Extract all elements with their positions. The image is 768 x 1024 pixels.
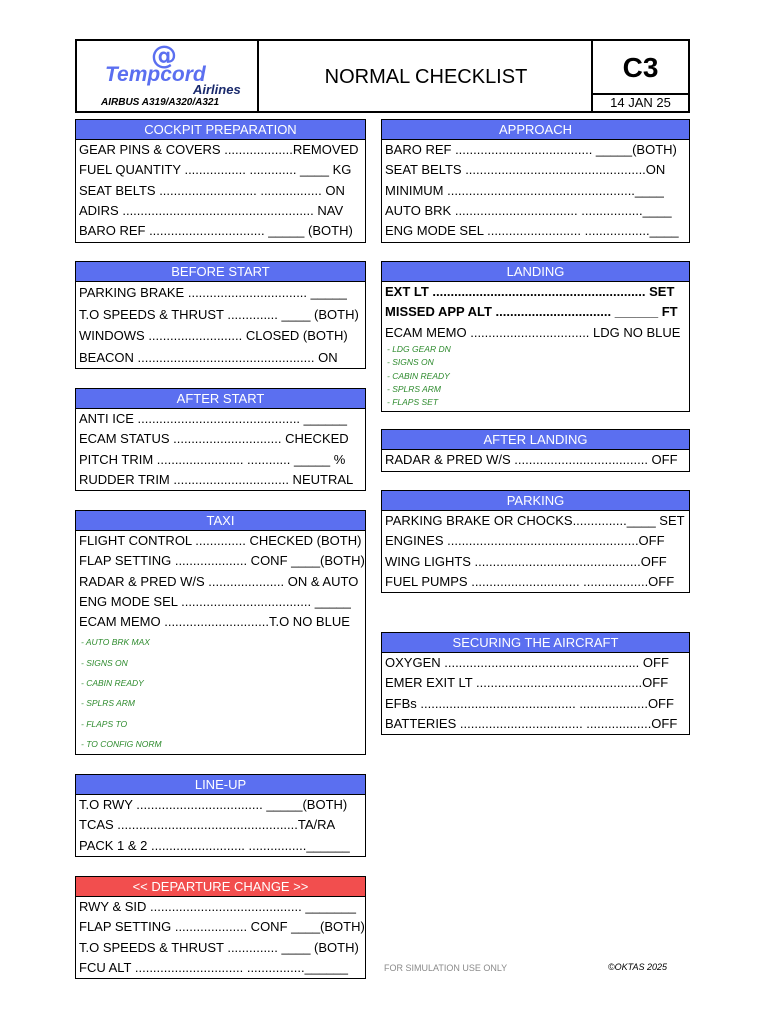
section-title: APPROACH <box>382 120 689 140</box>
section-taxi <box>75 510 366 755</box>
section-landing <box>381 261 690 412</box>
checklist-note: - SPLRS ARM <box>387 384 442 395</box>
airline-subtitle: Airlines <box>193 82 241 97</box>
checklist-note: - AUTO BRK MAX <box>81 637 150 648</box>
checklist-item: RWY & SID .......................................... _______ <box>79 899 356 914</box>
section-title: BEFORE START <box>76 262 365 282</box>
airline-logo <box>77 41 259 111</box>
checklist-item: ECAM STATUS .............................. CHECKED <box>79 431 349 447</box>
section-title: SECURING THE AIRCRAFT <box>382 633 689 653</box>
checklist-note: - SPLRS ARM <box>81 698 136 709</box>
checklist-item: RADAR & PRED W/S ..................................... OFF <box>385 452 678 467</box>
checklist-item: PACK 1 & 2 .......................... ................______ <box>79 837 350 853</box>
section-title: << DEPARTURE CHANGE >> <box>76 877 365 897</box>
checklist-item: GEAR PINS & COVERS ...................REMOVED <box>79 142 359 157</box>
checklist-item: EXT LT ........................................................... SET <box>385 284 675 299</box>
section-title: PARKING <box>382 491 689 511</box>
section-before-start <box>75 261 366 369</box>
checklist-item: WINDOWS .......................... CLOSED (BOTH) <box>79 328 348 343</box>
section-line-up <box>75 774 366 857</box>
checklist-item: BARO REF ................................ _____ (BOTH) <box>79 223 353 239</box>
section-title: LINE-UP <box>76 775 365 795</box>
checklist-item: T.O SPEEDS & THRUST .............. ____ (BOTH) <box>79 306 359 322</box>
checklist-item: BATTERIES .................................. ..................OFF <box>385 715 678 731</box>
checklist-item: ENGINES .....................................................OFF <box>385 533 665 549</box>
section-title: TAXI <box>76 511 365 531</box>
checklist-item: T.O RWY ................................... _____(BOTH) <box>79 797 348 812</box>
checklist-note: - SIGNS ON <box>387 357 434 368</box>
copyright-notice: ©OKTAS 2025 <box>608 962 667 972</box>
section-approach <box>381 119 690 243</box>
section-title: LANDING <box>382 262 689 282</box>
checklist-item: ADIRS ..................................................... NAV <box>79 202 344 218</box>
checklist-item: PARKING BRAKE ................................. _____ <box>79 285 347 300</box>
checklist-item: ECAM MEMO ................................. LDG NO BLUE <box>385 324 681 340</box>
checklist-note: - CABIN READY <box>387 370 450 381</box>
checklist-item: AUTO BRK .................................. .................____ <box>385 202 672 218</box>
checklist-item: PARKING BRAKE OR CHOCKS...............____ SET <box>385 513 685 528</box>
checklist-item: T.O SPEEDS & THRUST .............. ____ (BOTH) <box>79 939 359 955</box>
checklist-item: ENG MODE SEL .................................... _____ <box>79 593 351 609</box>
document-code: C3 <box>593 41 688 95</box>
checklist-note: - TO CONFIG NORM <box>81 738 162 749</box>
checklist-item: ECAM MEMO .............................T.O NO BLUE <box>79 614 350 630</box>
simulation-disclaimer: FOR SIMULATION USE ONLY <box>384 963 508 973</box>
checklist-item: FLAP SETTING .................... CONF ____(BOTH) <box>79 919 365 935</box>
page-title: NORMAL CHECKLIST <box>324 66 528 88</box>
checklist-item: FLIGHT CONTROL .............. CHECKED (BOTH) <box>79 533 362 548</box>
checklist-item: BEACON ................................................. ON <box>79 349 338 365</box>
checklist-item: SEAT BELTS ..................................................ON <box>385 162 666 178</box>
checklist-item: OXYGEN ...................................................... OFF <box>385 655 669 670</box>
checklist-item: MINIMUM ....................................................____ <box>385 182 664 198</box>
checklist-note: - FLAPS SET <box>387 397 439 408</box>
checklist-item: WING LIGHTS ..............................................OFF <box>385 553 667 569</box>
checklist-item: ANTI ICE ............................................. ______ <box>79 411 348 426</box>
checklist-note: - FLAPS TO <box>81 718 128 729</box>
checklist-item: MISSED APP ALT ................................ ______ FT <box>385 304 678 320</box>
section-parking <box>381 490 690 593</box>
checklist-item: EMER EXIT LT ..............................................OFF <box>385 675 669 691</box>
checklist-item: EFBs ........................................... ...................OFF <box>385 695 674 711</box>
section-securing-the-aircraft <box>381 632 690 735</box>
checklist-item: PITCH TRIM ........................ ............ _____ % <box>79 451 346 467</box>
document-date: 14 JAN 25 <box>610 95 671 110</box>
checklist-note: - LDG GEAR DN <box>387 343 451 354</box>
section-cockpit-preparation <box>75 119 366 243</box>
checklist-item: FUEL PUMPS .............................. ..................OFF <box>385 573 675 589</box>
document-code-cell <box>591 41 688 111</box>
checklist-note: - SIGNS ON <box>81 657 128 668</box>
section-departure-change <box>75 876 366 979</box>
checklist-item: FCU ALT .............................. ................______ <box>79 959 349 975</box>
at-sign-logo-icon: @ <box>151 41 177 71</box>
checklist-item: ENG MODE SEL .......................... ..................____ <box>385 223 679 239</box>
section-after-start <box>75 388 366 491</box>
section-title: AFTER START <box>76 389 365 409</box>
checklist-item: RUDDER TRIM ................................ NEUTRAL <box>79 471 354 487</box>
checklist-item: SEAT BELTS ........................... ................. ON <box>79 182 345 198</box>
checklist-item: BARO REF ...................................... _____(BOTH) <box>385 142 677 157</box>
checklist-item: FLAP SETTING .................... CONF ____(BOTH) <box>79 553 365 569</box>
checklist-header <box>75 39 690 113</box>
section-title: AFTER LANDING <box>382 430 689 450</box>
section-after-landing <box>381 429 690 472</box>
checklist-item: FUEL QUANTITY ................. ............. ____ KG <box>79 162 352 178</box>
airline-name: Tempcord <box>105 63 206 86</box>
aircraft-types: AIRBUS A319/A320/A321 <box>101 97 220 108</box>
checklist-note: - CABIN READY <box>81 678 144 689</box>
checklist-item: TCAS ..................................................TA/RA <box>79 817 336 833</box>
checklist-item: RADAR & PRED W/S ..................... ON & AUTO <box>79 573 359 589</box>
section-title: COCKPIT PREPARATION <box>76 120 365 140</box>
